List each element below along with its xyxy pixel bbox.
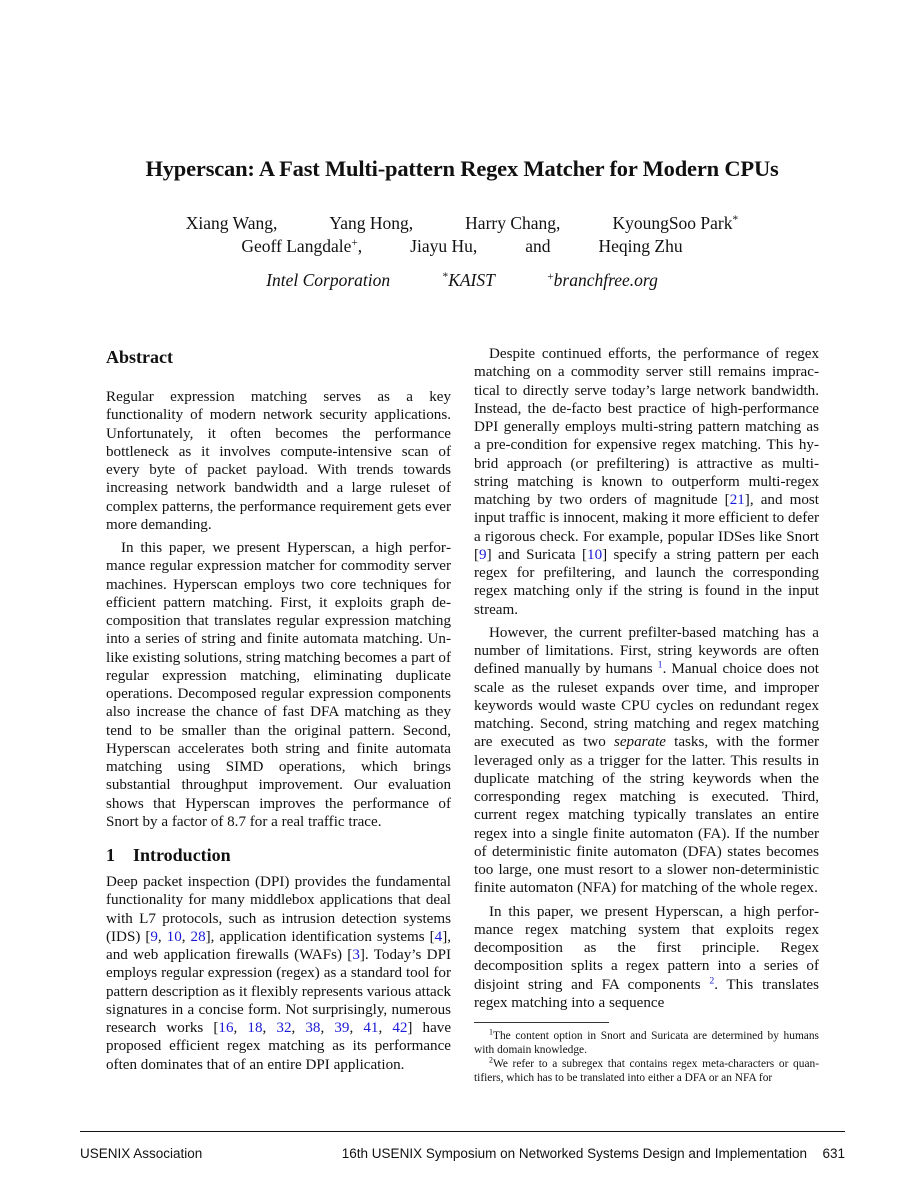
footnote-divider <box>474 1022 609 1023</box>
author-name: Xiang Wang, <box>185 213 278 233</box>
footer-publisher: USENIX Association <box>80 1146 203 1161</box>
affiliation-mark: * <box>732 213 739 226</box>
citation-link[interactable]: 21 <box>729 492 745 508</box>
citation-link[interactable]: 32 <box>276 1020 292 1036</box>
affiliation: +branchfree.org <box>547 270 658 290</box>
affiliation: *KAIST <box>442 270 495 290</box>
footer-divider <box>80 1131 845 1132</box>
section-number: 1 <box>106 845 115 865</box>
intro-paragraph: In this paper, we present Hyperscan, a high performance regex matching system that exploits regex decomposition as the first principle. Regex decomposition splits a regex pattern into a series of disjoint string and FA components $^2$. This translates regex matching into a sequence <box>474 903 819 1011</box>
footnote: $^2$We refer to a subregex that contains regex meta-characters or quantifiers, which has to be translated into either a DFA or an NFA for <box>474 1055 819 1084</box>
author-name: Geoff Langdale+, <box>241 236 363 256</box>
citation-link[interactable]: 9 <box>150 928 158 945</box>
citation-link[interactable]: 10 <box>587 546 603 563</box>
citation-link[interactable]: 42 <box>392 1020 408 1036</box>
affiliation: Intel Corporation <box>266 270 391 290</box>
author-name: KyoungSoo Park* <box>612 213 739 233</box>
citation-link[interactable]: 41 <box>363 1020 379 1036</box>
right-column <box>474 345 819 1085</box>
abstract-paragraph: Regular expression matching serves as a key functionality of modern network security applications. Unfortunately, it often becomes the performance bottleneck as it involves compute-intensive scan of every byte of packet payload. With trends towards increasing network bandwidth and a large ruleset of complex patterns, the performance requirement gets ever more demanding. <box>106 389 451 533</box>
citation-link[interactable]: 16 <box>218 1020 234 1036</box>
citation-link[interactable]: 9 <box>479 546 487 563</box>
emphasis: separate <box>613 734 666 751</box>
citation-link[interactable]: 10 <box>166 928 182 945</box>
paper-title: Hyperscan: A Fast Multi-pattern Regex Matcher for Modern CPUs <box>145 156 779 181</box>
author-list <box>0 212 924 258</box>
author-name: Heqing Zhu <box>598 236 683 256</box>
citation-link[interactable]: 39 <box>334 1020 350 1036</box>
intro-paragraph: Despite continued efforts, the performance of regex matching on a commodity server still remains impractical to directly serve today’s large network bandwidth. Instead, the de-facto best practice of high-performance DPI generally employs multi-string pattern matching as a pre-condition for expensive regex matching. This hybrid approach (or prefiltering) is attractive as multi-string matching is known to outperform multi-regex matching by two orders of magnitude [21], and most input traffic is innocent, making it more efficient to defer a rigorous check. For example, popular IDSes like Snort [9] and Suricata [10] specify a string pattern per each regex for prefiltering, and launch the corresponding regex matching only if the string is found in the input stream. <box>474 346 819 618</box>
footnote-link[interactable]: 1 <box>657 659 663 671</box>
intro-paragraph: However, the current prefilter-based matching has a number of limitations. First, string keywords are often defined manually by humans $^1$. Manual choice does not scale as the ruleset expands over time, and improper keywords would waste CPU cycles on redundant regex matching. Second, string matching and regex matching are executed as two separate tasks, with the former leveraged only as a trigger for the latter. This results in duplicate matching of the string keywords when the corresponding regex matching is executed. Third, current regex matching typically translates an entire regex into a single finite automaton (FA). If the number of deterministic finite automaton (DFA) states becomes too large, one must resort to a slower non-deterministic finite automaton (NFA) for matching of the whole regex. <box>474 624 819 897</box>
author-conjunction: and <box>525 236 551 256</box>
abstract-paragraph: In this paper, we present Hyperscan, a high performance regular expression matcher for commodity server machines. Hyperscan employs two core techniques for efficient pattern matching. First, it exploits graph decomposition that translates regular expression matching into a series of string and finite automata matching. Unlike existing solutions, string matching becomes a part of regular expression matching, eliminating duplicate operations. Decomposed regular expression components also increase the chance of fast DFA matching as they tend to be smaller than the original pattern. Second, Hyperscan accelerates both string and finite automata matching using SIMD operations, which brings substantial throughput improvement. Our evaluation shows that Hyperscan improves the performance of Snort by a factor of 8.7 for a real traffic trace. <box>106 540 451 830</box>
footnote-link[interactable]: 2 <box>709 975 715 987</box>
page-number: 631 <box>822 1146 845 1161</box>
citation-link[interactable]: 28 <box>190 928 206 945</box>
author-name: Harry Chang, <box>465 213 561 233</box>
citation-link[interactable]: 3 <box>352 947 360 963</box>
left-column <box>106 345 451 1079</box>
introduction-heading: 1 Introduction <box>106 845 231 865</box>
footnotes <box>474 1029 819 1085</box>
citation-link[interactable]: 38 <box>305 1020 321 1036</box>
footer-venue: 16th USENIX Symposium on Networked Systems Design and Implementation <box>341 1146 807 1161</box>
author-name: Yang Hong, <box>329 213 414 233</box>
affiliations <box>0 270 924 291</box>
author-name: Jiayu Hu, <box>410 236 478 256</box>
citation-link[interactable]: 18 <box>247 1020 263 1036</box>
abstract-heading: Abstract <box>106 347 173 367</box>
footnote: $^1$The content option in Snort and Suricata are determined by humans with domain knowledge. <box>474 1027 819 1056</box>
intro-paragraph: Deep packet inspection (DPI) provides the fundamental functionality for many middlebox applications that deal with L7 protocols, such as intrusion detection systems (IDS) [9, 10, 28], application identification systems [4], and web application firewalls (WAFs) [3]. Today’s DPI employs regular expression (regex) as a standard tool for pattern description as it flexibly represents various attack signatures in a concise form. Not surprisingly, numerous research works [16, 18, 32, 38, 39, 41, 42] have proposed efficient regex matching as its performance often dominates that of an entire DPI application. <box>106 874 452 1073</box>
affiliation-mark: + <box>351 236 358 249</box>
citation-link[interactable]: 4 <box>434 928 443 945</box>
